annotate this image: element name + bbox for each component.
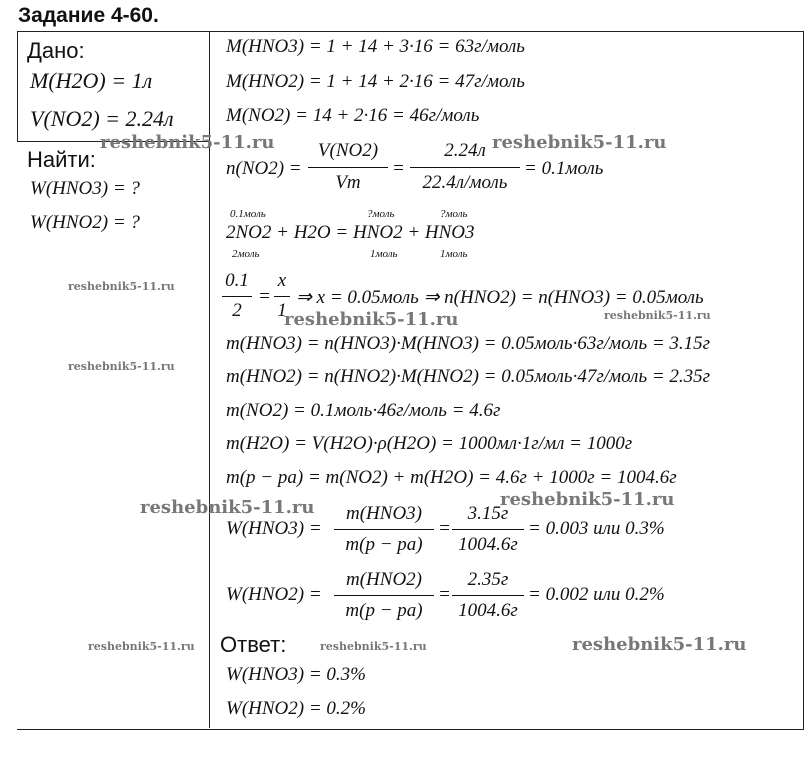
w-hno3-frac1-den: m(p − pa) bbox=[345, 534, 423, 555]
watermark: reshebnik5-11.ru bbox=[604, 309, 711, 322]
given-left-border bbox=[17, 31, 18, 141]
watermark: reshebnik5-11.ru bbox=[284, 309, 459, 330]
w-hno2-lhs: W(HNO2) = bbox=[226, 584, 322, 605]
watermark: reshebnik5-11.ru bbox=[68, 360, 175, 373]
w-hno3-frac1-num: m(HNO3) bbox=[346, 503, 422, 524]
w-hno2-frac1-num: m(HNO2) bbox=[346, 569, 422, 590]
find-heading: Найти: bbox=[27, 147, 96, 172]
n-no2-lhs: n(NO2) = bbox=[226, 158, 302, 179]
proportion-num2: x bbox=[277, 270, 287, 291]
w-hno3-lhs: W(HNO3) = bbox=[226, 518, 322, 539]
reaction-above-no2: 0.1моль bbox=[230, 208, 266, 220]
mass-solution: m(p − pa) = m(NO2) + m(H2O) = 4.6г + 1000г = 1004.6г bbox=[226, 467, 677, 488]
proportion-equals: = bbox=[258, 286, 271, 307]
find-w-hno2: W(HNO2) = ? bbox=[30, 212, 140, 233]
proportion-den2: 1 bbox=[277, 300, 287, 321]
mass-water: m(H2O) = V(H2O)·ρ(H2O) = 1000мл·1г/мл = 1000г bbox=[226, 433, 633, 454]
mass-hno3: m(HNO3) = n(HNO3)·M(HNO3) = 0.05моль·63г/моль = 3.15г bbox=[226, 333, 711, 354]
n-no2-equals: = bbox=[392, 158, 405, 179]
w-hno2-frac2-num: 2.35г bbox=[467, 569, 509, 590]
mass-hno2: m(HNO2) = n(HNO2)·M(HNO2) = 0.05моль·47г/моль = 2.35г bbox=[226, 366, 711, 387]
watermark: reshebnik5-11.ru bbox=[88, 640, 195, 653]
w-hno2-frac2-den: 1004.6г bbox=[458, 600, 518, 621]
watermark: reshebnik5-11.ru bbox=[68, 280, 175, 293]
n-no2-frac1-bar bbox=[308, 167, 388, 168]
proportion-bar1 bbox=[222, 296, 252, 297]
watermark: reshebnik5-11.ru bbox=[100, 132, 275, 153]
w-hno3-frac2-bar bbox=[452, 529, 524, 530]
w-hno3-frac1-bar bbox=[334, 529, 434, 530]
w-hno2-equals: = bbox=[438, 584, 451, 605]
proportion-num1: 0.1 bbox=[225, 270, 249, 291]
n-no2-frac2-den: 22.4л/моль bbox=[422, 172, 508, 193]
reaction-below-hno3: 1моль bbox=[440, 248, 468, 260]
watermark: reshebnik5-11.ru bbox=[492, 132, 667, 153]
w-hno2-result: = 0.002 или 0.2% bbox=[528, 584, 665, 605]
n-no2-frac2-num: 2.24л bbox=[444, 140, 486, 161]
n-no2-frac2-bar bbox=[410, 167, 520, 168]
reaction-equation: 2NO2 + H2O = HNO2 + HNO3 bbox=[226, 222, 475, 243]
proportion-den1: 2 bbox=[232, 300, 242, 321]
answer-w-hno2: W(HNO2) = 0.2% bbox=[226, 698, 366, 719]
given-no2-volume: V(NO2) = 2.24л bbox=[30, 106, 174, 131]
w-hno3-equals: = bbox=[438, 518, 451, 539]
n-no2-frac1-num: V(NO2) bbox=[317, 140, 379, 161]
w-hno2-frac1-den: m(p − pa) bbox=[345, 600, 423, 621]
given-water-volume: M(H2O) = 1л bbox=[30, 68, 153, 93]
n-no2-result: = 0.1моль bbox=[524, 158, 604, 179]
given-heading: Дано: bbox=[27, 38, 85, 63]
w-hno3-result: = 0.003 или 0.3% bbox=[528, 518, 665, 539]
watermark: reshebnik5-11.ru bbox=[140, 497, 315, 518]
watermark: reshebnik5-11.ru bbox=[320, 640, 427, 653]
mass-no2: m(NO2) = 0.1моль·46г/моль = 4.6г bbox=[226, 400, 501, 421]
watermark: reshebnik5-11.ru bbox=[500, 489, 675, 510]
reaction-above-hno3: ?моль bbox=[440, 208, 468, 220]
n-no2-frac1-den: Vm bbox=[335, 172, 361, 193]
reaction-below-no2: 2моль bbox=[232, 248, 260, 260]
w-hno2-frac2-bar bbox=[452, 595, 524, 596]
w-hno3-frac2-den: 1004.6г bbox=[458, 534, 518, 555]
molar-mass-no2: M(NO2) = 14 + 2·16 = 46г/моль bbox=[226, 105, 480, 126]
reaction-above-hno2: ?моль bbox=[367, 208, 395, 220]
answer-heading: Ответ: bbox=[220, 632, 287, 657]
w-hno2-frac1-bar bbox=[334, 595, 434, 596]
answer-w-hno3: W(HNO3) = 0.3% bbox=[226, 664, 366, 685]
watermark: reshebnik5-11.ru bbox=[572, 634, 747, 655]
molar-mass-hno3: M(HNO3) = 1 + 14 + 3·16 = 63г/моль bbox=[226, 36, 525, 57]
w-hno3-frac2-num: 3.15г bbox=[467, 503, 509, 524]
task-title: Задание 4-60. bbox=[18, 4, 159, 27]
molar-mass-hno2: M(HNO2) = 1 + 14 + 2·16 = 47г/моль bbox=[226, 71, 525, 92]
reaction-below-hno2: 1моль bbox=[370, 248, 398, 260]
find-w-hno3: W(HNO3) = ? bbox=[30, 178, 140, 199]
proportion-result: ⇒ x = 0.05моль ⇒ n(HNO2) = n(HNO3) = 0.05моль bbox=[296, 287, 704, 308]
proportion-bar2 bbox=[274, 296, 290, 297]
